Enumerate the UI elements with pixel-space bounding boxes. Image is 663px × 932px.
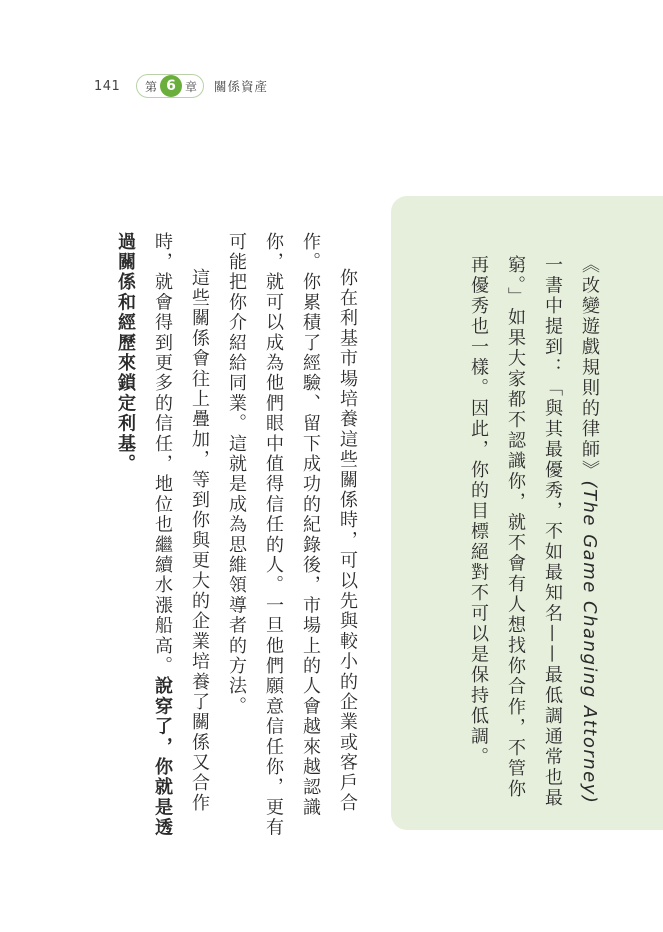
- body-paragraph-1: 你在利基市場培養這些關係時，可以先與較小的企業或客戶合作。你累積了經驗、留下成功的紀錄後，市場上的人會越來越認識你，就可以成為他們眼中值得信任的人。一旦他們願意信任你，更有可能把你介紹給同業。這就是成為思維領導者的方法。: [226, 232, 358, 838]
- page-header: [94, 74, 268, 98]
- chapter-badge: [136, 74, 204, 98]
- callout-body: 一書中提到：「與其最優秀，不如最知名——最低調通常也最窮。」如果大家都不認識你，就不會有人想找你合作，不管你再優秀也一樣。因此，你的目標絕對不可以是保持低調。: [468, 255, 563, 809]
- chapter-suffix: 章: [185, 79, 198, 94]
- quote-callout-text: [460, 255, 608, 815]
- chapter-number-circle: 6: [160, 75, 182, 97]
- body-paragraph-2-bold: 說穿了，你就是透過關係和經歷來鎖定利基。: [115, 232, 173, 839]
- chapter-prefix: 第: [145, 79, 158, 94]
- book-title: 《改變遊戲規則的律師》: [579, 255, 600, 481]
- chapter-title: 關係資產: [214, 79, 269, 94]
- book-english-title: (The Game Changing Attorney): [579, 480, 600, 805]
- body-paragraph-2: [107, 232, 218, 852]
- body-paragraph-2-text: 這些關係會往上疊加，等到你與更大的企業培養了關係又合作時，就會得到更多的信任，地位也繼續水漲船高。: [152, 232, 210, 814]
- page-number: 141: [94, 78, 121, 94]
- main-body-text: [107, 232, 366, 852]
